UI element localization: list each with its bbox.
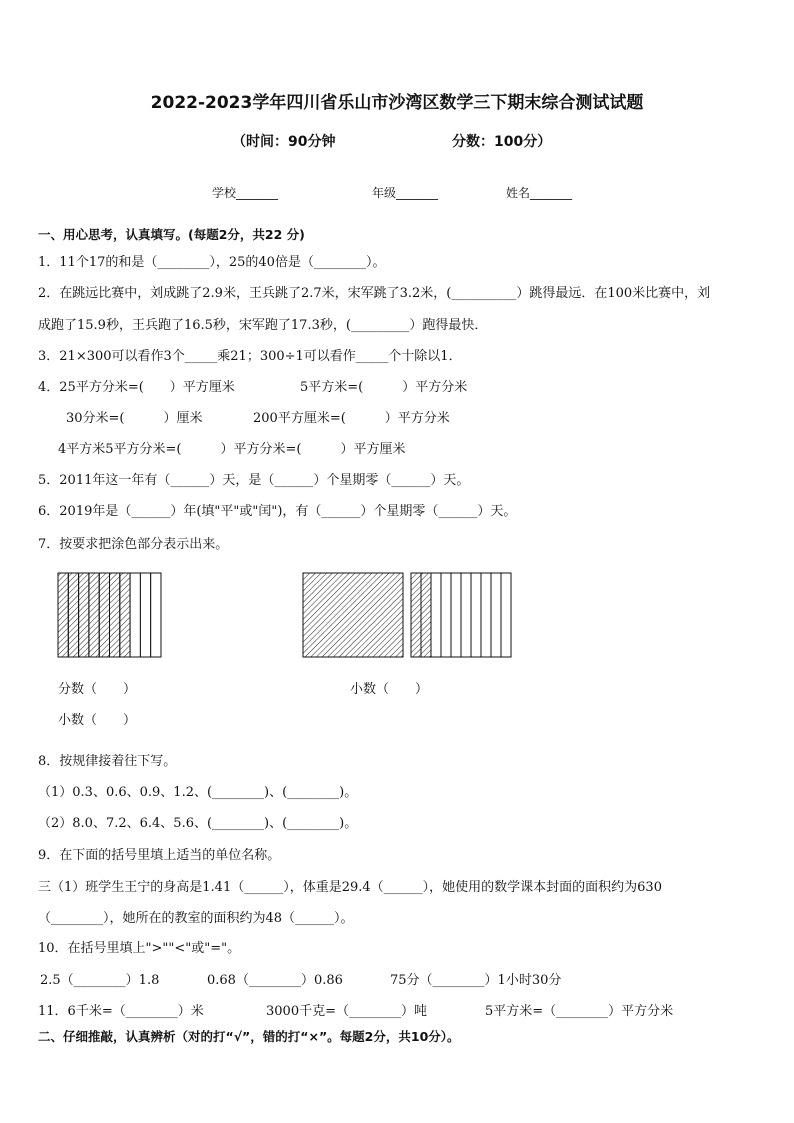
question-11-c2: 3000千克=（________）吨: [266, 1004, 427, 1019]
right-strip-7: [471, 573, 481, 657]
right-strip-10: [501, 573, 511, 657]
right-strip-2-shaded: [421, 573, 431, 657]
question-7: 7．按要求把涂色部分表示出来。: [38, 537, 229, 552]
grade-field: 年级_______: [372, 186, 439, 200]
section2-heading: 二、仔细推敲，认真辨析（对的打“√”，错的打“×”。每题2分，共10分）。: [38, 1029, 460, 1044]
question-8-part-1: （1）0.3、0.6、0.9、1.2、(________)、(________)。: [38, 785, 358, 800]
question-4-a2: 5平方米=( ）平方分米: [300, 380, 468, 395]
q7-decimal-right: 小数（ ）: [350, 682, 429, 697]
question-4-a1: 4．25平方分米=( ）平方厘米: [38, 380, 235, 395]
question-4-c1: 4平方米5平方分米=( ）平方分米=( ）平方厘米: [58, 442, 406, 457]
right-strip-3: [431, 573, 441, 657]
left-strip-figure: [58, 573, 161, 657]
question-10-c1: 2.5（________）1.8: [40, 973, 160, 988]
question-4-b2: 200平方厘米=( ）平方分米: [253, 411, 450, 426]
question-11-c1: 11．6千米=（________）米: [38, 1004, 204, 1019]
question-5: 5．2011年这一年有（______）天，是（______）个星期零（______）天。: [38, 473, 470, 488]
question-9: 9．在下面的括号里填上适当的单位名称。: [38, 848, 281, 863]
question-10: 10．在括号里填上">""<"或"="。: [38, 941, 241, 956]
right-strip-5: [451, 573, 461, 657]
question-10-c2: 0.68（________）0.86: [207, 973, 343, 988]
question-4-b1: 30分米=( ）厘米: [66, 411, 203, 426]
left-strip-3-shaded: [79, 573, 89, 657]
question-9-line-2: （________），她所在的教室的面积约为48（______）。: [38, 911, 354, 926]
exam-time: （时间：90分钟: [232, 134, 336, 150]
question-11-c3: 5平方米=（________）平方分米: [485, 1004, 674, 1019]
question-8: 8．按规律接着往下写。: [38, 754, 177, 769]
right-square-figure: [303, 573, 403, 657]
exam-score: 分数：100分）: [452, 134, 552, 150]
question-9-line-1: 三（1）班学生王宁的身高是1.41（______），体重是29.4（______），她使用的数学课本封面的面积约为630: [38, 880, 662, 895]
right-strip-4: [441, 573, 451, 657]
question-6: 6．2019年是（______）年(填"平"或"闰")，有（______）个星期零（______）天。: [38, 504, 517, 519]
right-strip-figure: [411, 573, 511, 657]
left-strip-6-shaded: [110, 573, 120, 657]
right-strip-6: [461, 573, 471, 657]
page-title: 2022-2023学年四川省乐山市沙湾区数学三下期末综合测试试题: [150, 93, 644, 113]
question-1: 1．11个17的和是（________），25的40倍是（________）。: [38, 255, 386, 270]
q7-decimal-left: 小数（ ）: [58, 713, 137, 728]
left-strip-4-shaded: [89, 573, 99, 657]
right-strip-1-shaded: [411, 573, 421, 657]
name-field: 姓名_______: [506, 186, 573, 200]
question-2-line-1-text: 2．在跳远比赛中，刘成跳了2.9米，王兵跳了2.7米，宋军跳了3.2米，(__________）跳得最远．在100米比赛中，刘: [38, 286, 711, 301]
left-strip-2-shaded: [68, 573, 78, 657]
question-10-c3: 75分（________）1小时30分: [390, 973, 562, 988]
question-3: 3．21×300可以看作3个_____乘21；300÷1可以看作_____个十除以1．: [38, 349, 462, 364]
section1-heading: 一、用心思考，认真填写。(每题2分，共22 分): [38, 227, 305, 242]
left-strip-10: [151, 573, 161, 657]
question-2-line-2: 成跑了15.9秒，王兵跑了16.5秒，宋军跑了17.3秒，(_________）跑得最快．: [38, 318, 488, 333]
right-strip-8: [481, 573, 491, 657]
left-strip-8: [130, 573, 140, 657]
school-field: 学校_______: [212, 186, 279, 200]
right-strip-9: [491, 573, 501, 657]
left-strip-9: [140, 573, 150, 657]
q7-fraction-left: 分数（ ）: [58, 682, 137, 697]
left-strip-1-shaded: [58, 573, 68, 657]
left-strip-5-shaded: [99, 573, 109, 657]
question-8-part-2: （2）8.0、7.2、6.4、5.6、(________)、(________)。: [38, 816, 358, 831]
left-strip-7-shaded: [120, 573, 130, 657]
